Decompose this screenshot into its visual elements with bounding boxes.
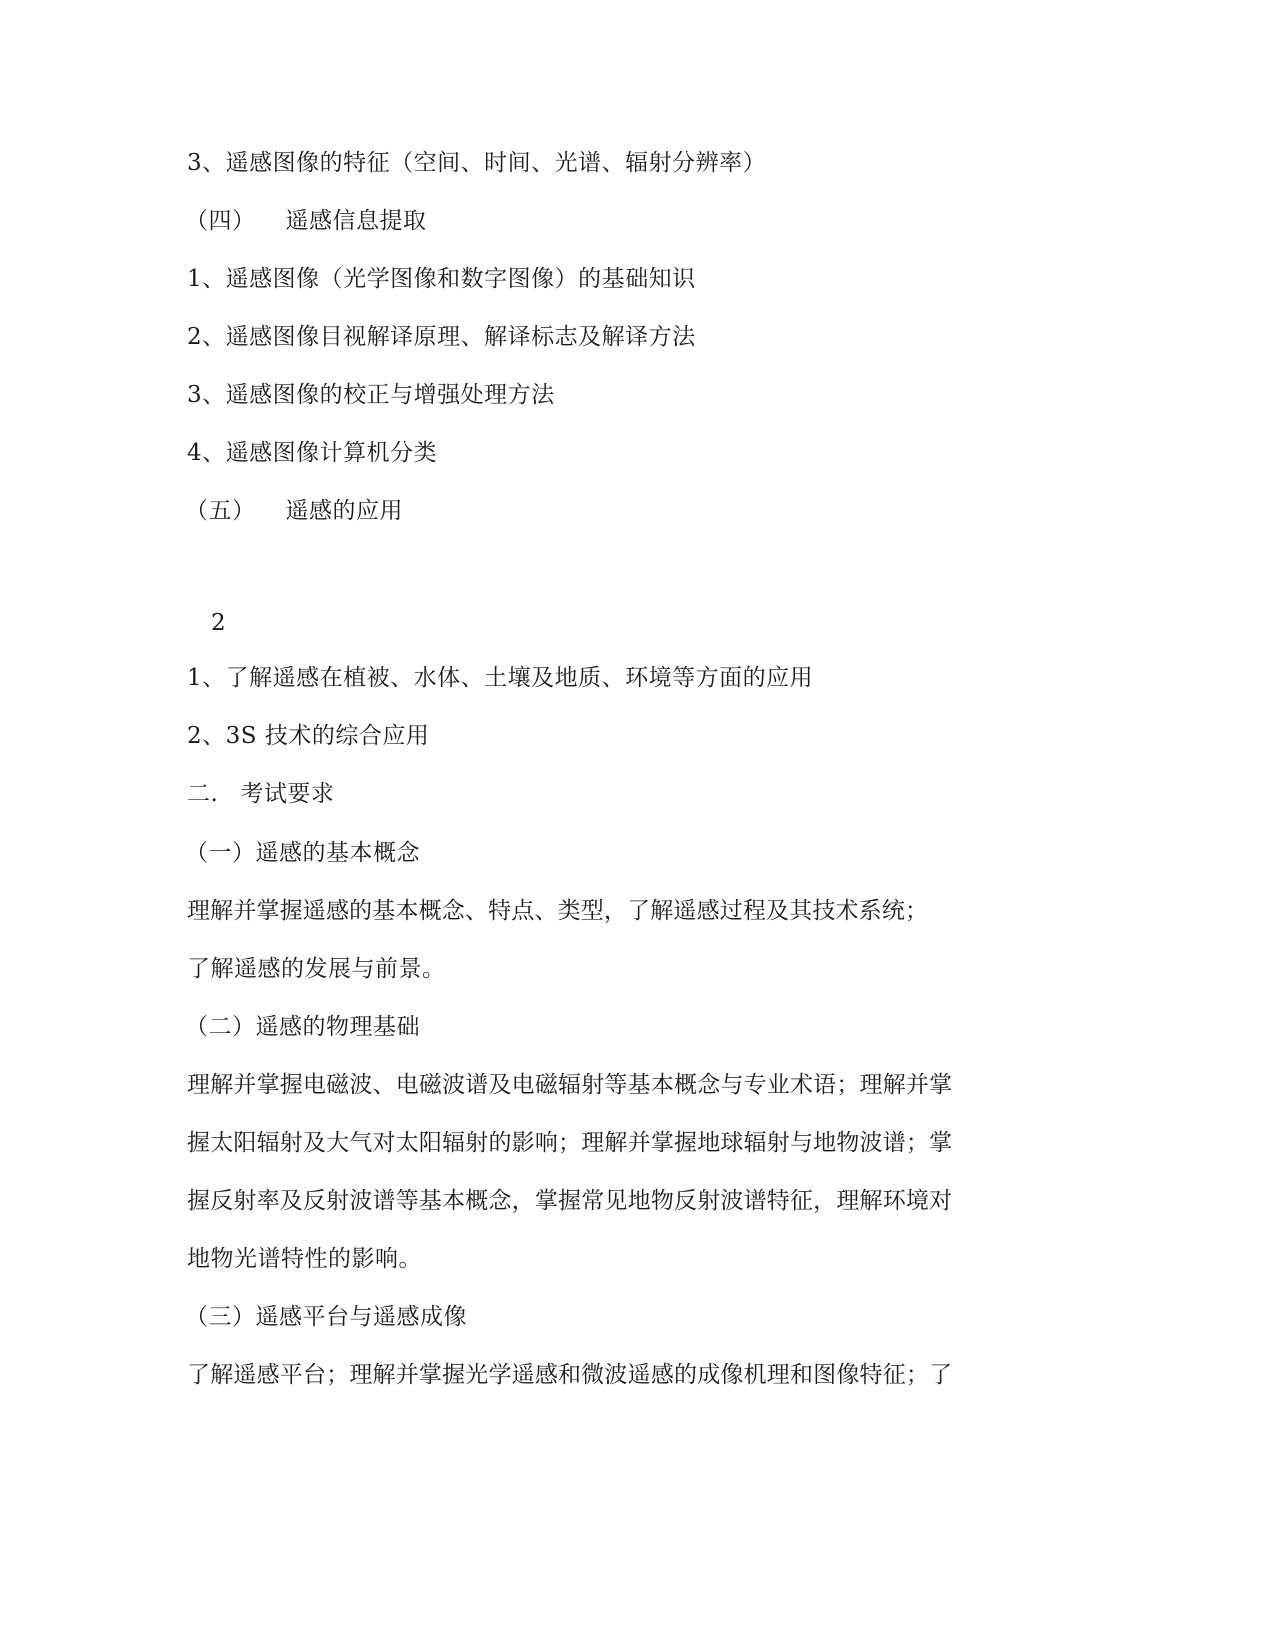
paragraph-line: 理解并掌握遥感的基本概念、特点、类型，了解遥感过程及其技术系统； bbox=[187, 898, 929, 924]
section-heading: （一）遥感的基本概念 bbox=[185, 840, 420, 866]
section-title: 遥感的应用 bbox=[285, 498, 403, 524]
paragraph-line: 了解遥感平台；理解并掌握光学遥感和微波遥感的成像机理和图像特征；了 bbox=[187, 1362, 953, 1388]
list-item: 1、遥感图像（光学图像和数字图像）的基础知识 bbox=[187, 266, 696, 292]
paragraph-line: 了解遥感的发展与前景。 bbox=[187, 956, 446, 982]
chapter-heading bbox=[187, 779, 334, 809]
page-number: 2 bbox=[211, 610, 227, 636]
list-item: 3、遥感图像的特征（空间、时间、光谱、辐射分辨率） bbox=[187, 150, 767, 176]
list-item: 4、遥感图像计算机分类 bbox=[187, 440, 438, 466]
section-heading bbox=[185, 496, 403, 526]
list-item: 2、3S 技术的综合应用 bbox=[187, 723, 430, 749]
list-item: 2、遥感图像目视解译原理、解译标志及解译方法 bbox=[187, 324, 696, 350]
chapter-number: 二. bbox=[187, 781, 219, 807]
section-heading bbox=[185, 206, 427, 236]
list-item: 3、遥感图像的校正与增强处理方法 bbox=[187, 382, 555, 408]
paragraph-line: 理解并掌握电磁波、电磁波谱及电磁辐射等基本概念与专业术语；理解并掌 bbox=[187, 1072, 953, 1098]
chapter-title: 考试要求 bbox=[240, 781, 335, 807]
paragraph-line: 地物光谱特性的影响。 bbox=[187, 1246, 422, 1272]
section-heading: （三）遥感平台与遥感成像 bbox=[185, 1304, 467, 1330]
section-number: （五） bbox=[185, 498, 256, 524]
section-heading: （二）遥感的物理基础 bbox=[185, 1014, 420, 1040]
list-item: 1、了解遥感在植被、水体、土壤及地质、环境等方面的应用 bbox=[187, 665, 814, 691]
section-title: 遥感信息提取 bbox=[285, 208, 427, 234]
paragraph-line: 握太阳辐射及大气对太阳辐射的影响；理解并掌握地球辐射与地物波谱；掌 bbox=[187, 1130, 953, 1156]
paragraph-line: 握反射率及反射波谱等基本概念，掌握常见地物反射波谱特征，理解环境对 bbox=[187, 1188, 953, 1214]
section-number: （四） bbox=[185, 208, 256, 234]
